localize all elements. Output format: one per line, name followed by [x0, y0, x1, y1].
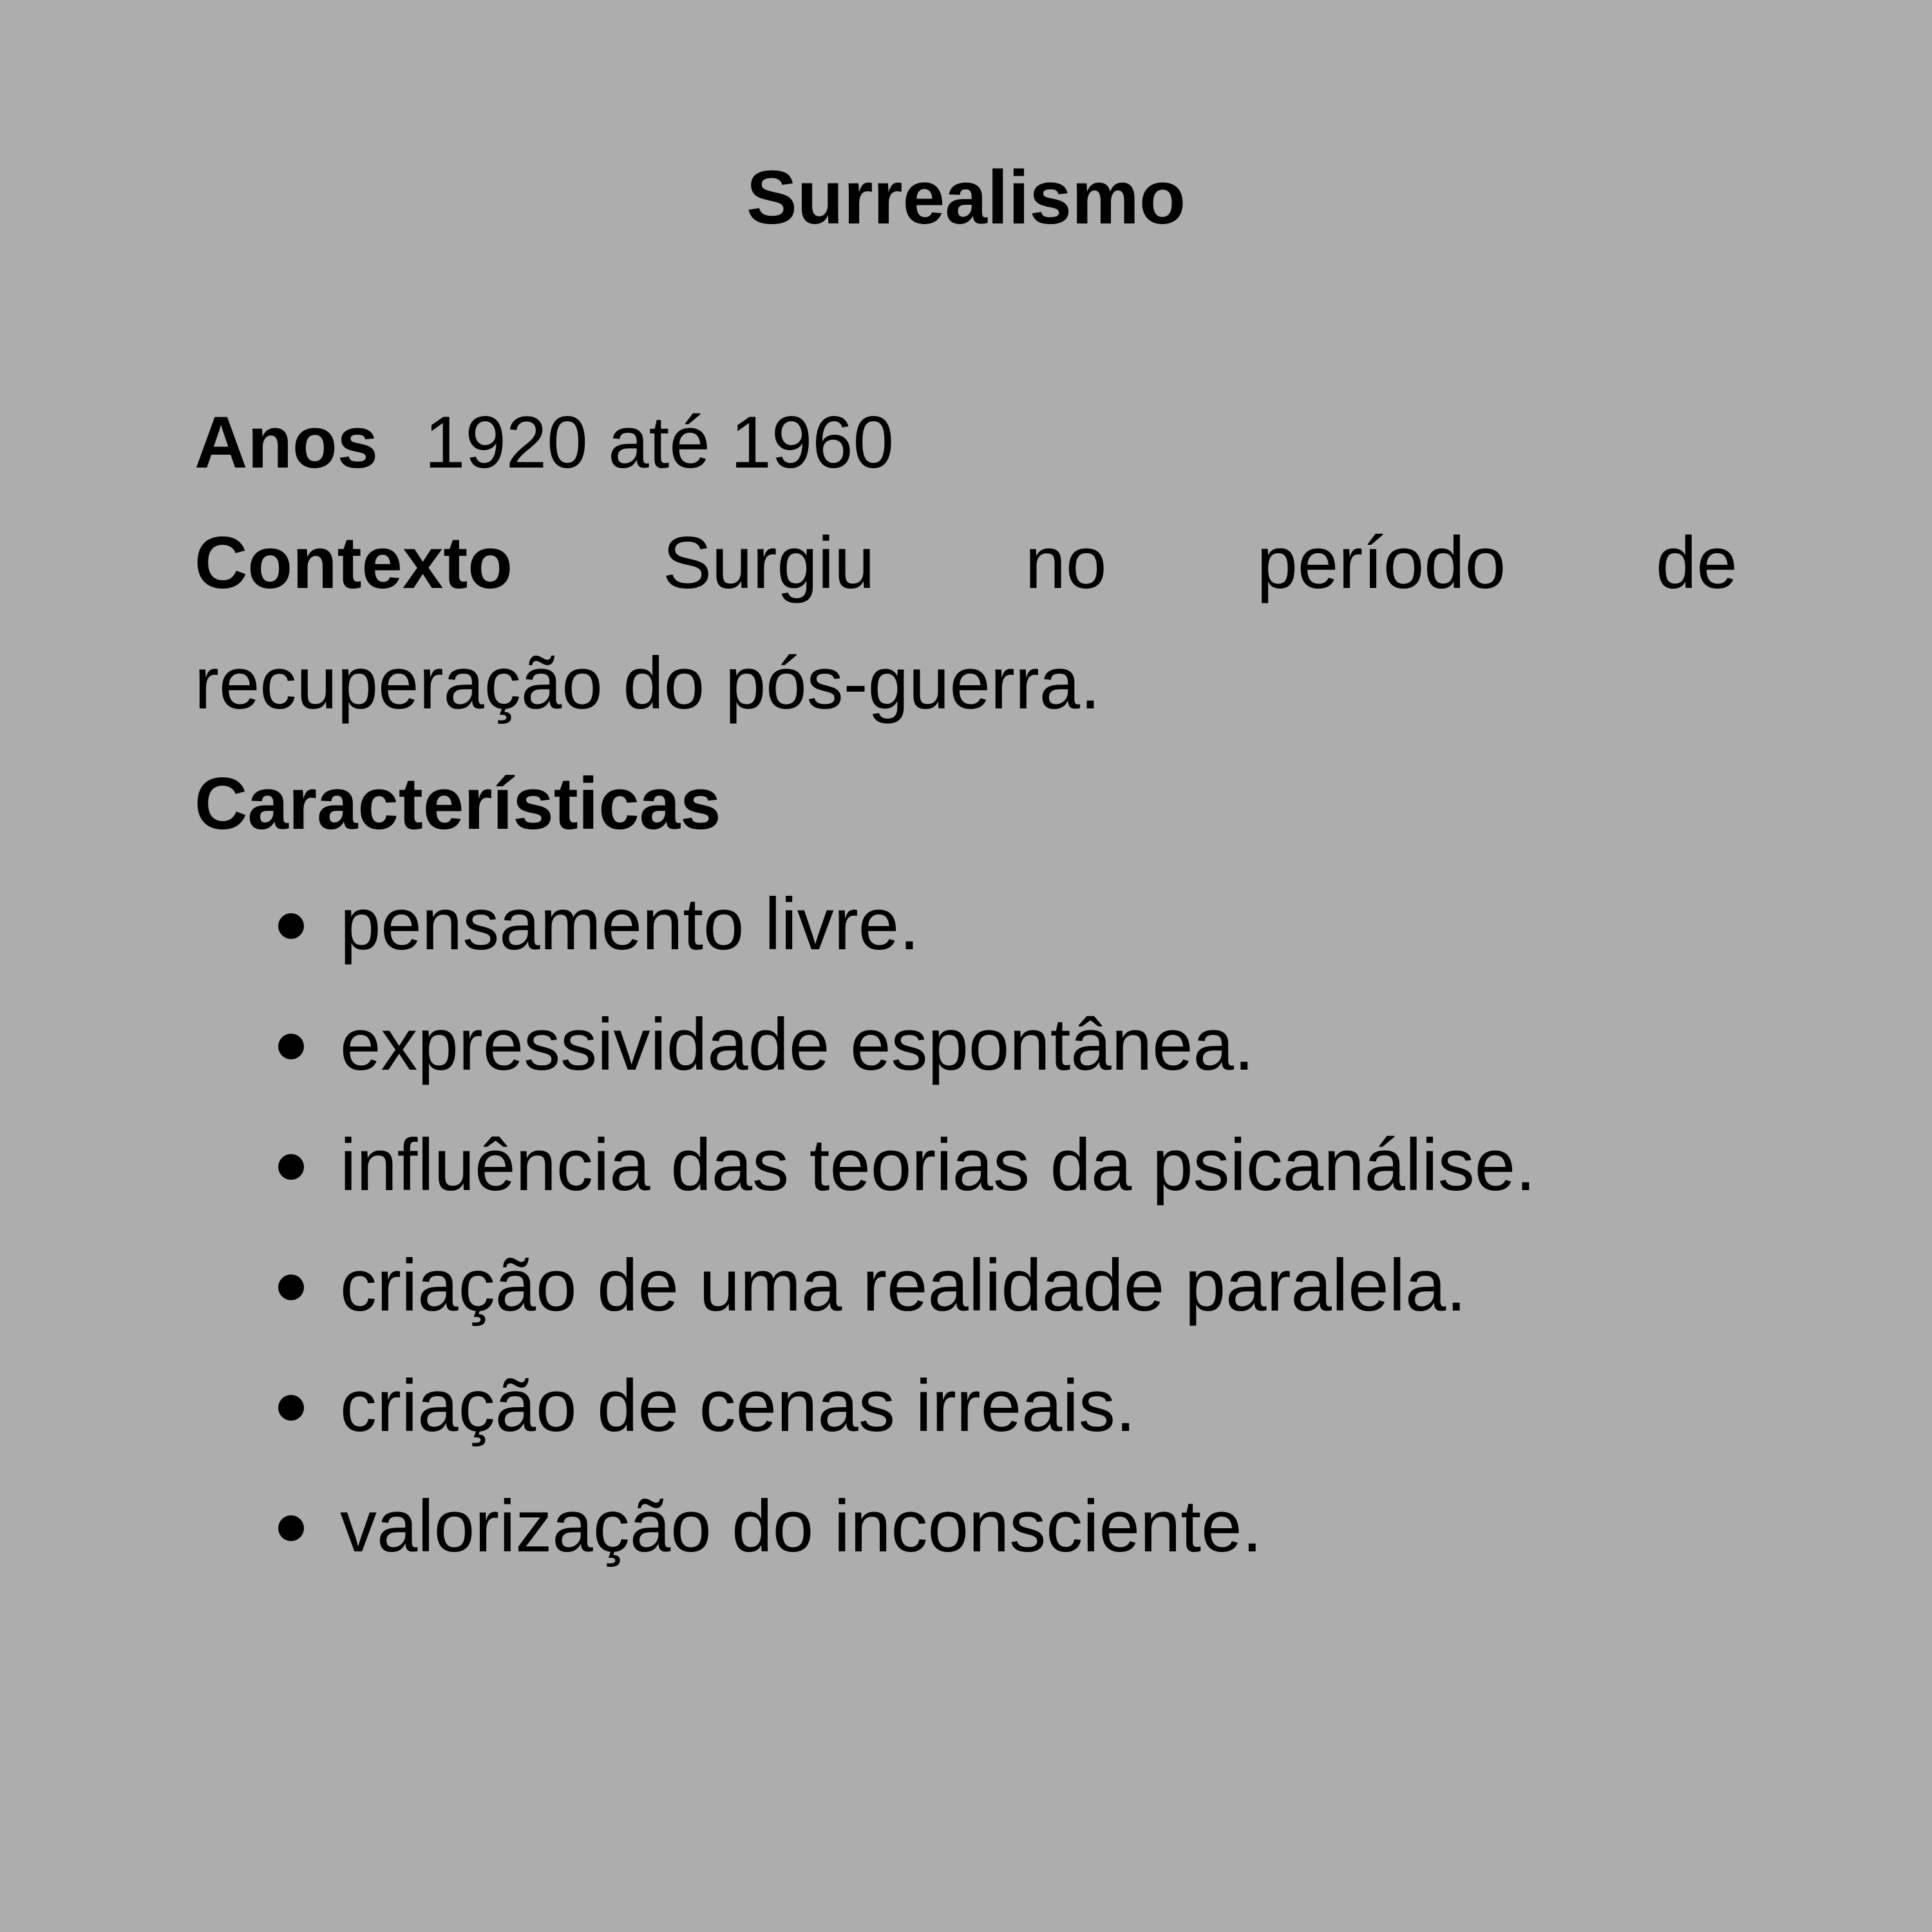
- bullet-icon: [278, 1034, 304, 1059]
- caracteristicas-label: Características: [194, 763, 721, 845]
- contexto-word: Surgiu: [663, 522, 875, 604]
- list-item-text: pensamento livre.: [340, 884, 920, 965]
- list-item-text: criação de uma realidade paralela.: [340, 1245, 1467, 1327]
- caracteristicas-list: [194, 864, 1738, 1587]
- anos-value: 1920 até 1960: [424, 402, 895, 484]
- bullet-icon: [278, 1274, 304, 1300]
- list-item-text: criação de cenas irreais.: [340, 1365, 1136, 1447]
- content-body: [194, 383, 1738, 1587]
- contexto-word: período: [1256, 522, 1506, 604]
- anos-row: [194, 383, 1738, 503]
- anos-label: Anos: [194, 402, 378, 484]
- contexto-word: no: [1025, 522, 1107, 604]
- bullet-icon: [278, 1515, 304, 1541]
- list-item-text: valorização do inconsciente.: [340, 1486, 1263, 1567]
- list-item: [194, 1226, 1738, 1346]
- bullet-icon: [278, 1154, 304, 1180]
- contexto-continuation: recuperação do pós-guerra.: [194, 643, 1101, 724]
- contexto-word: de: [1656, 522, 1738, 604]
- list-item-text: influência das teorias da psicanálise.: [340, 1124, 1536, 1206]
- list-item: [194, 864, 1738, 985]
- list-item: [194, 1466, 1738, 1587]
- list-item: [194, 1105, 1738, 1226]
- list-item: [194, 1346, 1738, 1466]
- page-title: Surrealismo: [746, 155, 1186, 240]
- list-item: [194, 985, 1738, 1105]
- bullet-icon: [278, 1395, 304, 1421]
- bullet-icon: [278, 913, 304, 939]
- contexto-row: [194, 503, 1738, 623]
- contexto-label: Contexto: [194, 522, 513, 604]
- list-item-text: expressividade espontânea.: [340, 1004, 1255, 1086]
